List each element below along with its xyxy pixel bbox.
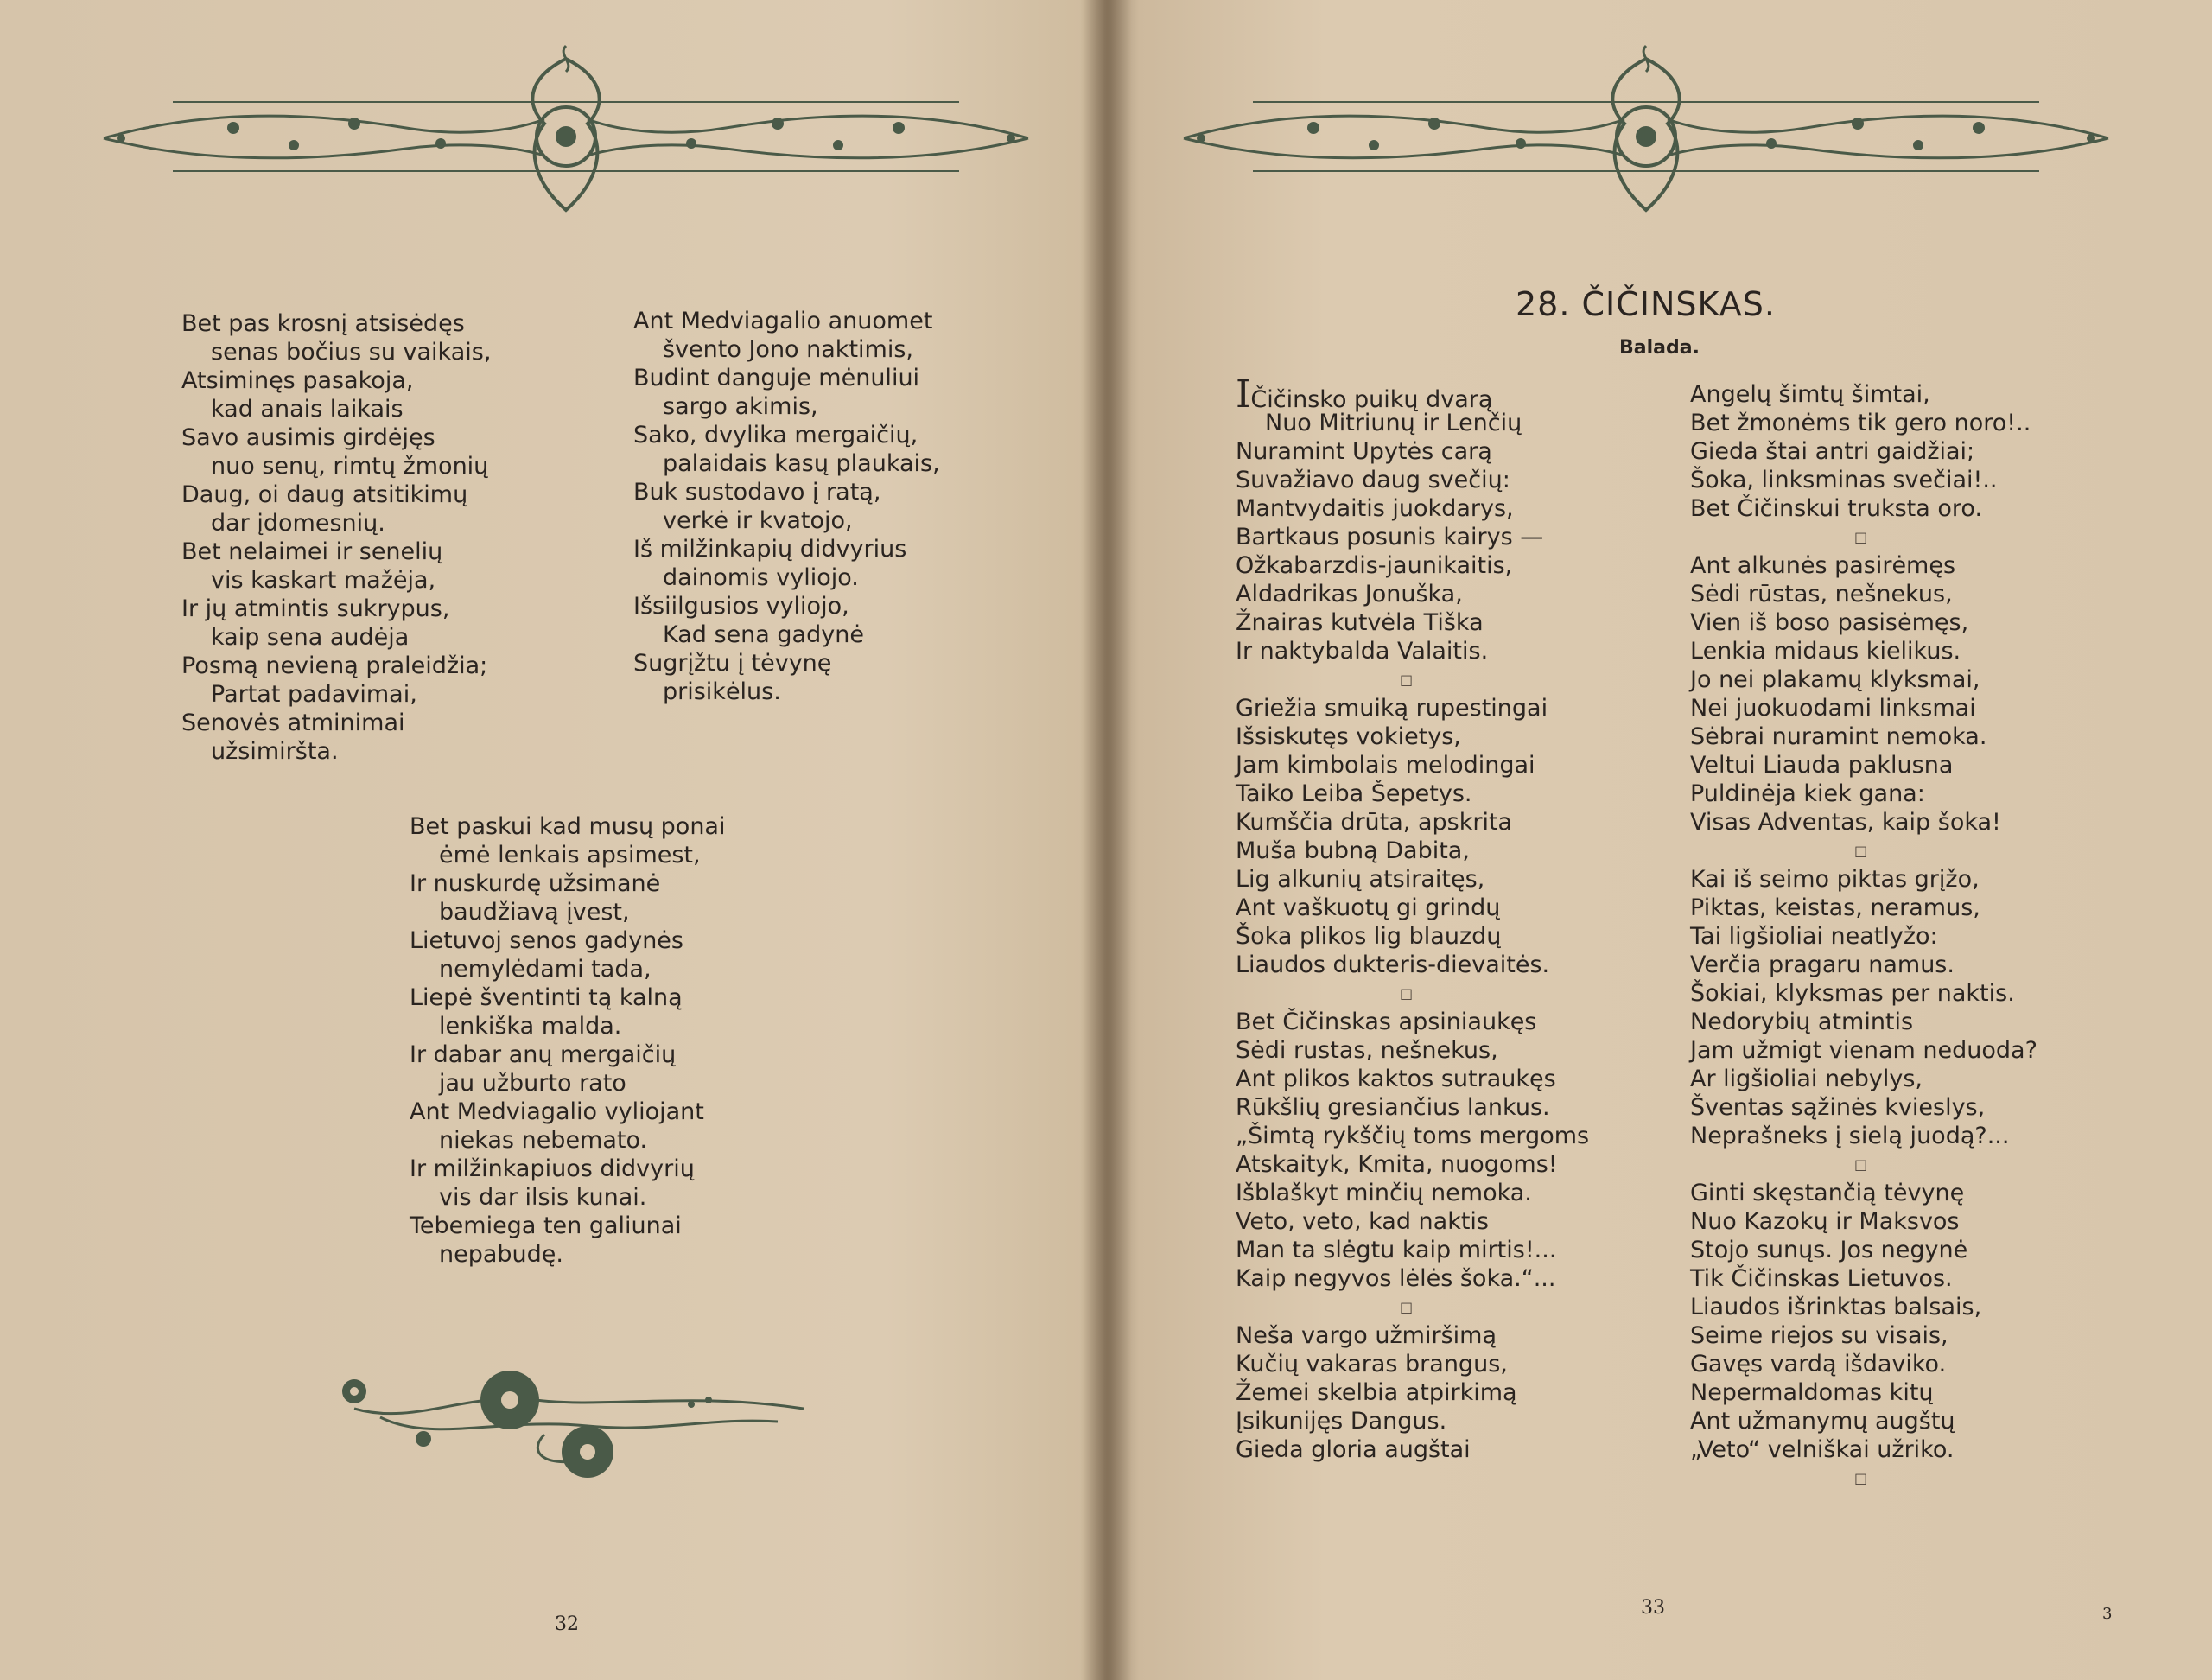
verse-line: Buk sustodavo į ratą, [633,479,881,506]
verse-line: prisikėlus. [663,678,781,705]
verse-line: Visas Adventas, kaip šoka! [1690,809,2001,836]
verse-line: Bet pas krosnį atsisėdęs [181,310,465,337]
verse-line: Neprašneks į sielą juodą?... [1690,1123,2010,1149]
verse-line: Ožkabarzdis-jaunikaitis, [1236,552,1513,579]
verse-line: Kučių vakaras brangus, [1236,1351,1508,1378]
verse-line: dar įdomesnių. [211,510,385,537]
verse-line: Šventas sąžinės kvieslys, [1690,1094,1986,1121]
poem-column-2 [1690,380,2037,1492]
verse-line: „Veto“ velniškai užriko. [1690,1436,1955,1463]
verse-line: Šoka, linksminas svečiai!.. [1690,467,1998,493]
verse-line: Nedorybių atmintis [1690,1009,1914,1035]
verse-line: niekas nebemato. [439,1127,648,1154]
verse-line: Sėbrai nuramint nemoka. [1690,723,1987,750]
verse-line: Įsikunijęs Dangus. [1236,1408,1447,1435]
verse-line: Bet žmonėms tik gero noro!.. [1690,410,2031,436]
header-ornament-left [95,41,1037,223]
verse-line: švento Jono naktimis, [663,336,913,363]
verse-line: nuo senų, rimtų žmonių [211,453,489,480]
verse-line: Bet nelaimei ir senelių [181,538,443,565]
verse-line: Savo ausimis girdėjęs [181,424,435,451]
verse-line: Senovės atminimai [181,710,405,736]
verse-line: Nuramint Upytės carą [1236,438,1492,465]
verse-line: Ir dabar anų mergaičių [410,1041,677,1068]
verse-line: Sėdi rūstas, nešnekus, [1690,581,1953,608]
right-page [1103,0,2212,1680]
verse-line: Stojo sunųs. Jos negynė [1690,1237,1968,1263]
verse-line: Ir nuskurdę užsimanė [410,870,661,897]
verse-line: jau užburto rato [439,1070,626,1097]
page-number: 33 [1641,1597,1665,1619]
verse-line: Šoka plikos lig blauzdų [1236,923,1502,950]
verse-line: užsimiršta. [211,738,339,765]
verse-line: Partat padavimai, [211,681,417,708]
verse-line: Taiko Leiba Šepetys. [1236,780,1472,807]
verse-line: Lietuvoj senos gadynės [410,927,683,954]
verse-line: Ir naktybalda Valaitis. [1236,638,1489,665]
poem-column-1 [181,309,491,766]
verse-line: Sugrįžtu į tėvynę [633,650,832,677]
header-ornament-right [1175,41,2117,223]
verse-line: Daug, oi daug atsitikimų [181,481,468,508]
verse-line: Ant Medviagalio anuomet [633,308,933,334]
verse-line: sargo akimis, [663,393,818,420]
verse-line: Šokiai, klyksmas per naktis. [1690,980,2015,1007]
verse-line: Ant alkunės pasirėmęs [1690,552,1956,579]
signature-mark: 3 [2102,1605,2113,1623]
stanza-separator: □ [1400,671,1414,688]
verse-line: Liepė šventinti tą kalną [410,984,683,1011]
verse-line: Ir jų atmintis sukrypus, [181,595,450,622]
verse-line: Atsiminęs pasakoja, [181,367,414,394]
stanza-separator: □ [1854,529,1868,545]
poem-column-3 [410,812,725,1269]
verse-line: nemylėdami tada, [439,956,652,983]
verse-line: kaip sena audėja [211,624,410,651]
verse-line: Verčia pragaru namus. [1690,951,1955,978]
verse-line: verkė ir kvatojo, [663,507,853,534]
verse-line: Ar ligšioliai nebylys, [1690,1066,1923,1092]
verse-line: Budint danguje mėnuliui [633,365,920,391]
verse-line: Muša bubną Dabita, [1236,837,1470,864]
verse-line: Aldadrikas Jonuška, [1236,581,1463,608]
verse-line: ėmė lenkais apsimest, [439,842,701,869]
verse-line: Tik Čičinskas Lietuvos. [1690,1265,1953,1292]
verse-line: Veltui Liauda paklusna [1690,752,1954,779]
verse-line: Ant Medviagalio vyliojant [410,1098,704,1125]
verse-line: Ant užmanymų augštų [1690,1408,1955,1435]
verse-line: Žnairas kutvėla Tiška [1236,609,1484,636]
verse-line: Jo nei plakamų klyksmai, [1690,666,1980,693]
verse-line: Kai iš seimo piktas grįžo, [1690,866,1980,893]
poem-title: 28. ČIČINSKAS. [1516,285,1776,323]
stanza-separator: □ [1854,1156,1868,1173]
verse-line: Rūkšlių gresiančius lankus. [1236,1094,1550,1121]
verse-line: Gavęs vardą išdaviko. [1690,1351,1947,1378]
verse-line: baudžiavą įvest, [439,899,630,926]
verse-line: Gieda štai antri gaidžiai; [1690,438,1975,465]
verse-line: Išsiilgusios vyliojo, [633,593,849,620]
verse-line: Jam užmigt vienam neduoda? [1690,1037,2037,1064]
verse-line: kad anais laikais [211,396,404,423]
verse-line: dainomis vyliojo. [663,564,859,591]
verse-line: Bet Čičinskas apsiniaukęs [1236,1009,1537,1035]
poem-subtitle: Balada. [1619,337,1700,359]
verse-line: Puldinėja kiek gana: [1690,780,1925,807]
verse-line: lenkiška malda. [439,1013,622,1040]
verse-line: Liaudos dukteris-dievaitės. [1236,951,1550,978]
stanza-separator: □ [1854,843,1868,859]
verse-line: „Šimtą rykščių toms mergoms [1236,1123,1590,1149]
verse-line: Bartkaus posunis kairys — [1236,524,1544,550]
verse-line: Bet Čičinskui truksta oro. [1690,495,1983,522]
verse-line: vis kaskart mažėja, [211,567,436,594]
verse-line: Seime riejos su visais, [1690,1322,1948,1349]
verse-line: Ant vaškuotų gi grindų [1236,894,1501,921]
page-number: 32 [555,1613,579,1635]
verse-line: Nuo Kazokų ir Maksvos [1690,1208,1960,1235]
verse-line: Kumščia drūta, apskrita [1236,809,1513,836]
verse-line: Angelų šimtų šimtai, [1690,381,1930,408]
drop-cap: I [1236,372,1251,417]
verse-line: Tebemiega ten galiunai [410,1212,682,1239]
stanza-separator: □ [1400,985,1414,1002]
flower-tailpiece [328,1357,812,1486]
verse-line: Mantvydaitis juokdarys, [1236,495,1514,522]
verse-line: palaidais kasų plaukais, [663,450,940,477]
verse-line: Nepermaldomas kitų [1690,1379,1934,1406]
verse-line: Ir milžinkapiuos didvyrių [410,1155,695,1182]
verse-line: Nei juokuodami linksmai [1690,695,1976,722]
verse-line: Vien iš boso pasisėmęs, [1690,609,1969,636]
verse-line: Neša vargo užmiršimą [1236,1322,1497,1349]
poem-column-2 [633,307,940,706]
verse-line: Sako, dvylika mergaičių, [633,422,918,449]
verse-line: Iš milžinkapių didvyrius [633,536,907,563]
verse-line: Veto, veto, kad naktis [1236,1208,1489,1235]
verse-line: Sėdi rustas, nešnekus, [1236,1037,1498,1064]
verse-line: Išblaškyt minčių nemoka. [1236,1180,1532,1206]
poem-column-1 [1236,372,1590,1464]
verse-line: Ginti skęstančią tėvynę [1690,1180,1965,1206]
verse-line: Tai ligšioliai neatlyžo: [1690,923,1938,950]
verse-line: Liaudos išrinktas balsais, [1690,1294,1982,1320]
verse-line: Kad sena gadynė [663,621,864,648]
verse-line: Kaip negyvos lėlės šoka.“... [1236,1265,1556,1292]
verse-line: Jam kimbolais melodingai [1236,752,1535,779]
verse-line: Išsiskutęs vokietys, [1236,723,1461,750]
verse-line: IČičinsko puikų dvarą [1236,372,1493,417]
verse-line: Posmą nevieną praleidžia; [181,652,488,679]
verse-line: Griežia smuiką rupestingai [1236,695,1548,722]
verse-line: Bet paskui kad musų ponai [410,813,726,840]
verse-line: Lenkia midaus kielikus. [1690,638,1961,665]
stanza-separator: □ [1854,1470,1868,1486]
verse-line: vis dar ilsis kunai. [439,1184,647,1211]
verse-line: Ant plikos kaktos sutraukęs [1236,1066,1556,1092]
verse-line: Man ta slėgtu kaip mirtis!... [1236,1237,1557,1263]
verse-line: Gieda gloria augštai [1236,1436,1471,1463]
left-page [0,0,1097,1680]
verse-line: Suvažiavo daug svečių: [1236,467,1510,493]
verse-line: Piktas, keistas, neramus, [1690,894,1980,921]
verse-line: Žemei skelbia atpirkimą [1236,1379,1517,1406]
verse-line: Lig alkunių atsiraitęs, [1236,866,1485,893]
verse-line: senas bočius su vaikais, [211,339,492,366]
verse-line: nepabudę. [439,1241,563,1268]
verse-line: Nuo Mitriunų ir Lenčių [1265,410,1522,436]
verse-line: Atskaityk, Kmita, nuogoms! [1236,1151,1558,1178]
stanza-separator: □ [1400,1299,1414,1315]
